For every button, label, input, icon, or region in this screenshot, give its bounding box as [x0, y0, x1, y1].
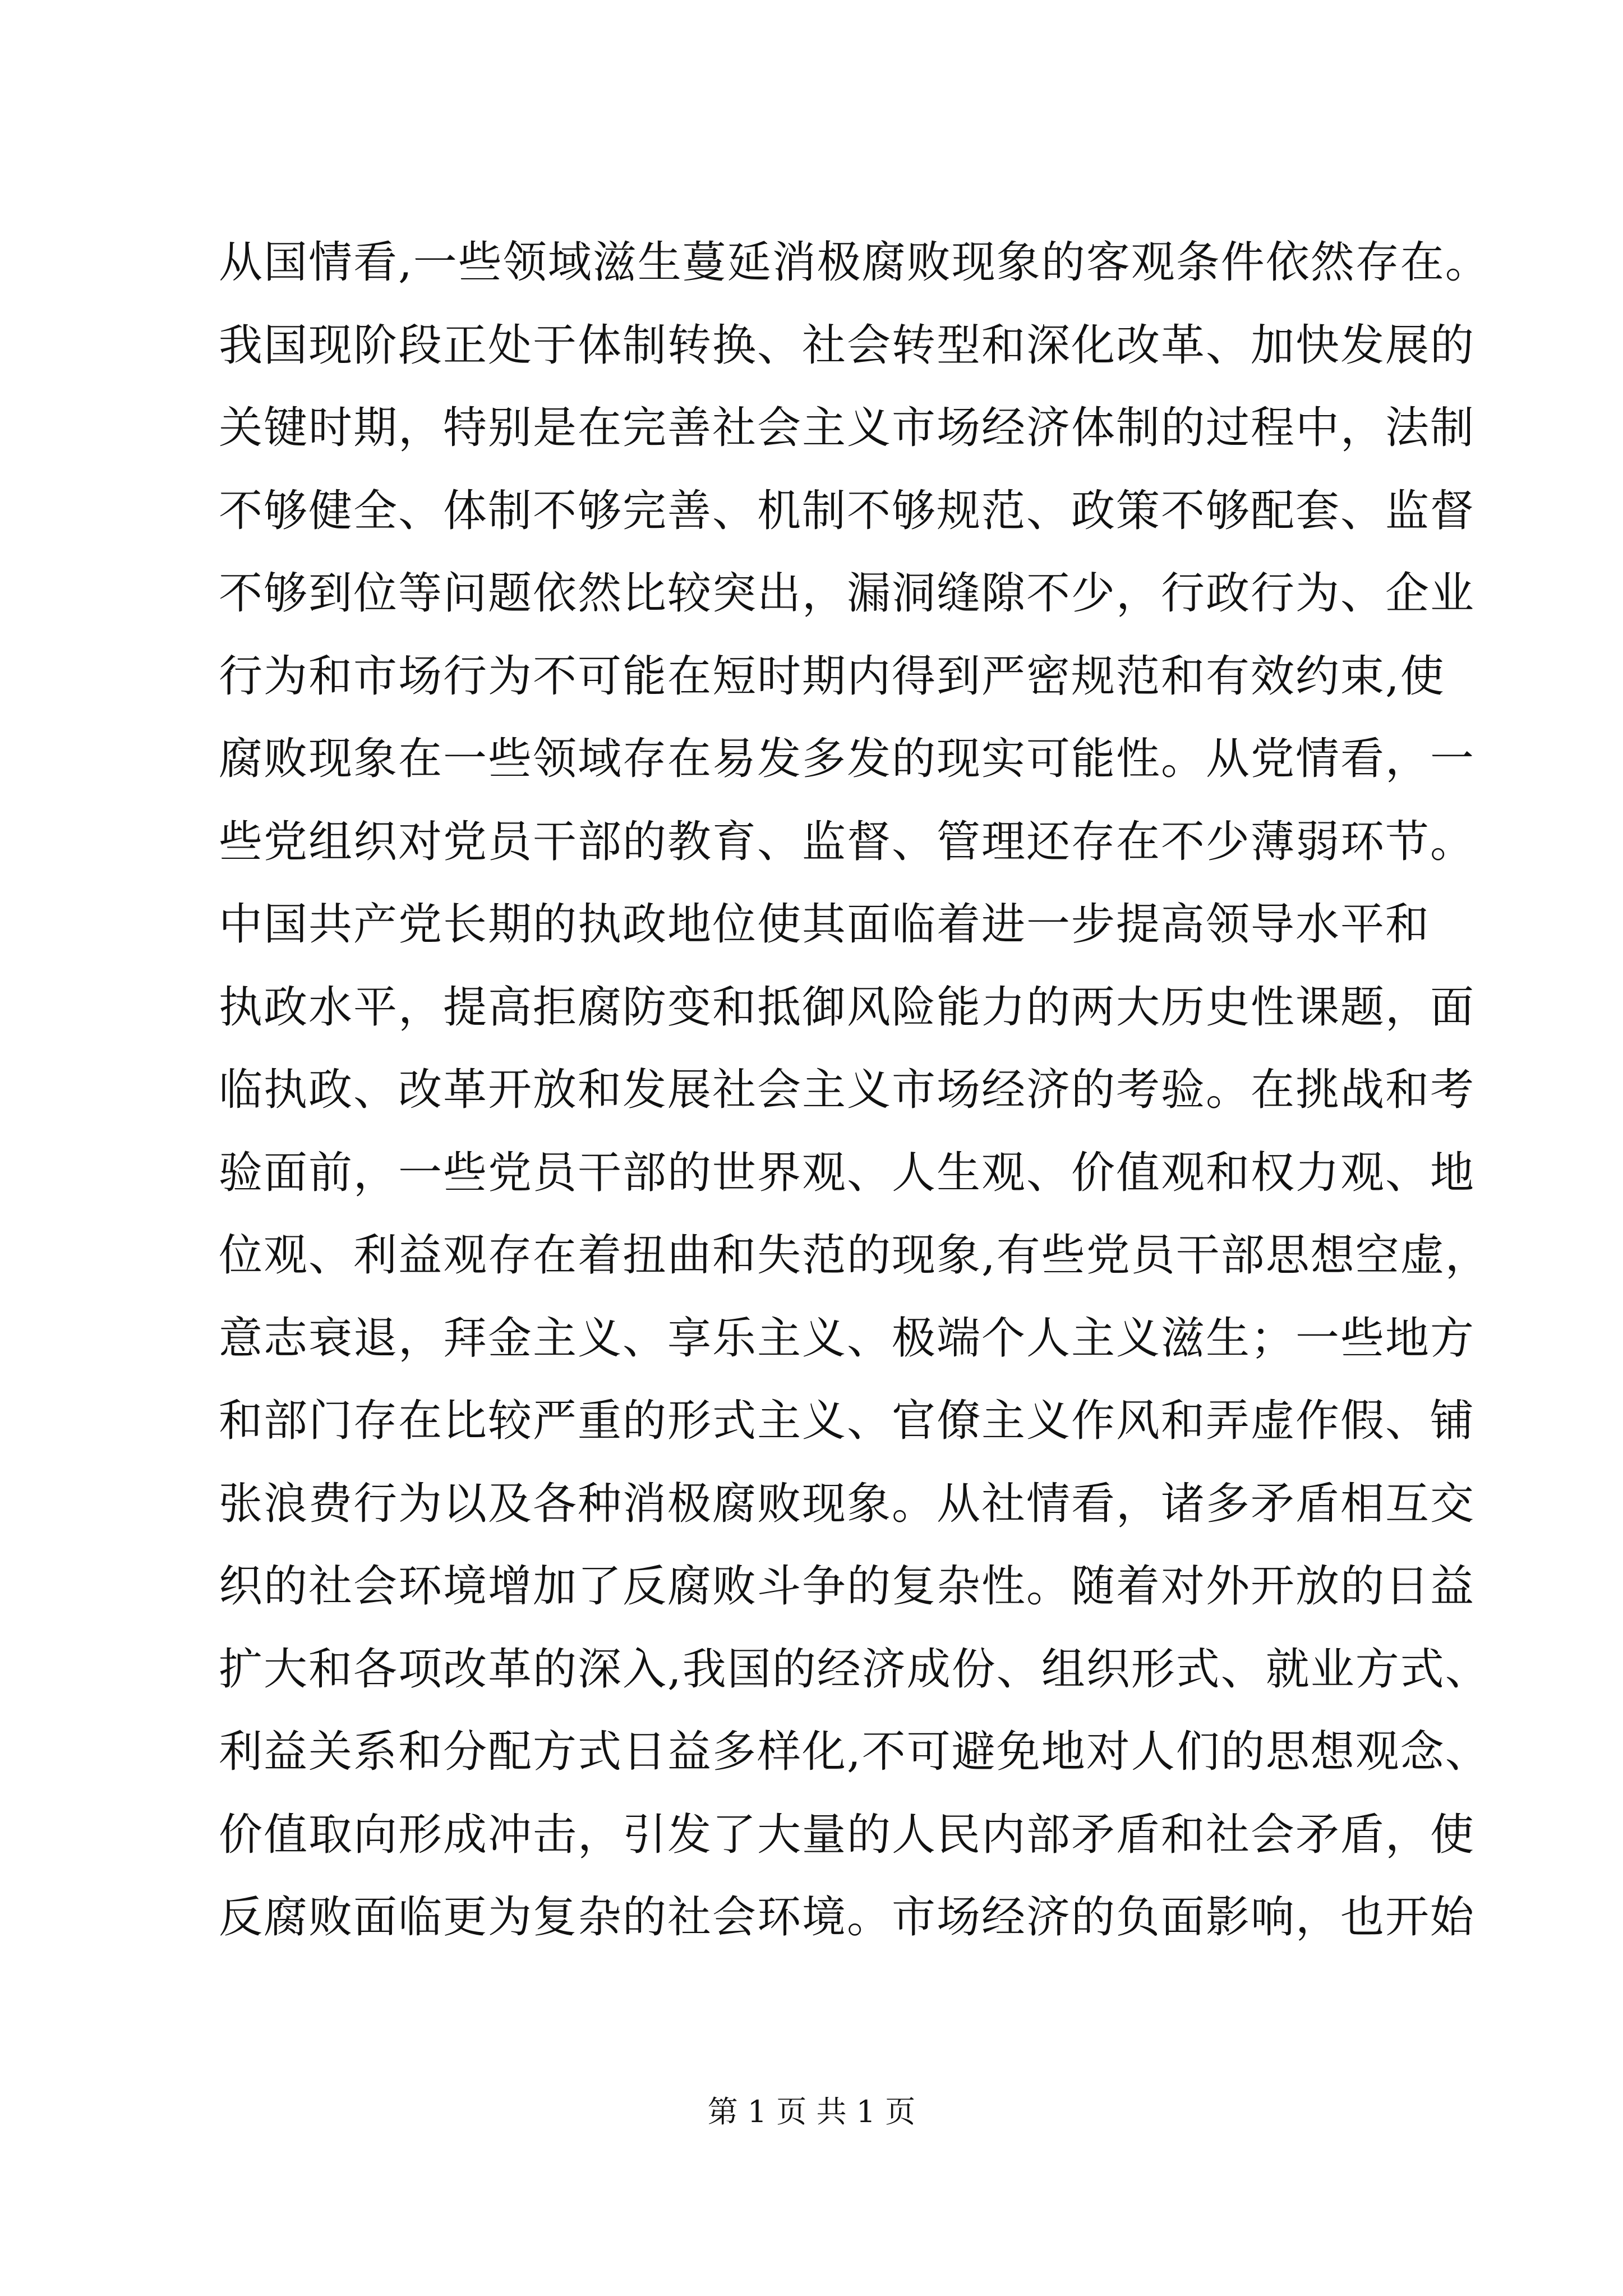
text-line-17: 织的社会环境增加了反腐败斗争的复杂性。随着对外开放的日益 — [219, 1561, 1476, 1612]
page-footer — [0, 2092, 1623, 2132]
text-line-19: 利益关系和分配方式日益多样化,不可避免地对人们的思想观念、 — [219, 1727, 1490, 1777]
text-line-11: 临执政、改革开放和发展社会主义市场经济的考验。在挑战和考 — [219, 1065, 1476, 1115]
text-line-8: 些党组织对党员干部的教育、监督、管理还存在不少薄弱环节。 — [219, 816, 1476, 867]
text-line-7: 腐败现象在一些领域存在易发多发的现实可能性。从党情看，一 — [219, 734, 1476, 784]
text-line-5: 不够到位等问题依然比较突出，漏洞缝隙不少，行政行为、企业 — [219, 568, 1476, 619]
text-line-21: 反腐败面临更为复杂的社会环境。市场经济的负面影响，也开始 — [219, 1892, 1476, 1943]
text-line-10: 执政水平，提高拒腐防变和抵御风险能力的两大历史性课题，面 — [219, 982, 1476, 1033]
text-line-9: 中国共产党长期的执政地位使其面临着进一步提高领导水平和 — [219, 899, 1431, 950]
page-number-label: 第 1 页 共 1 页 — [707, 2094, 916, 2129]
text-line-18: 扩大和各项改革的深入,我国的经济成份、组织形式、就业方式、 — [219, 1644, 1490, 1695]
text-line-15: 和部门存在比较严重的形式主义、官僚主义作风和弄虚作假、铺 — [219, 1396, 1476, 1446]
text-line-4: 不够健全、体制不够完善、机制不够规范、政策不够配套、监督 — [219, 485, 1476, 536]
text-line-20: 价值取向形成冲击，引发了大量的人民内部矛盾和社会矛盾，使 — [219, 1809, 1476, 1860]
text-line-1: 从国情看,一些领域滋生蔓延消极腐败现象的客观条件依然存在。 — [219, 237, 1490, 288]
text-line-2: 我国现阶段正处于体制转换、社会转型和深化改革、加快发展的 — [219, 320, 1476, 371]
body-text — [219, 222, 1490, 1959]
text-line-14: 意志衰退，拜金主义、享乐主义、极端个人主义滋生；一些地方 — [219, 1313, 1476, 1364]
text-line-6: 行为和市场行为不可能在短时期内得到严密规范和有效约束,使 — [219, 651, 1445, 702]
text-line-16: 张浪费行为以及各种消极腐败现象。从社情看，诸多矛盾相互交 — [219, 1478, 1476, 1529]
text-line-12: 验面前，一些党员干部的世界观、人生观、价值观和权力观、地 — [219, 1147, 1476, 1198]
text-line-3: 关键时期，特别是在完善社会主义市场经济体制的过程中，法制 — [219, 403, 1476, 453]
text-line-13: 位观、利益观存在着扭曲和失范的现象,有些党员干部思想空虚， — [219, 1230, 1490, 1281]
